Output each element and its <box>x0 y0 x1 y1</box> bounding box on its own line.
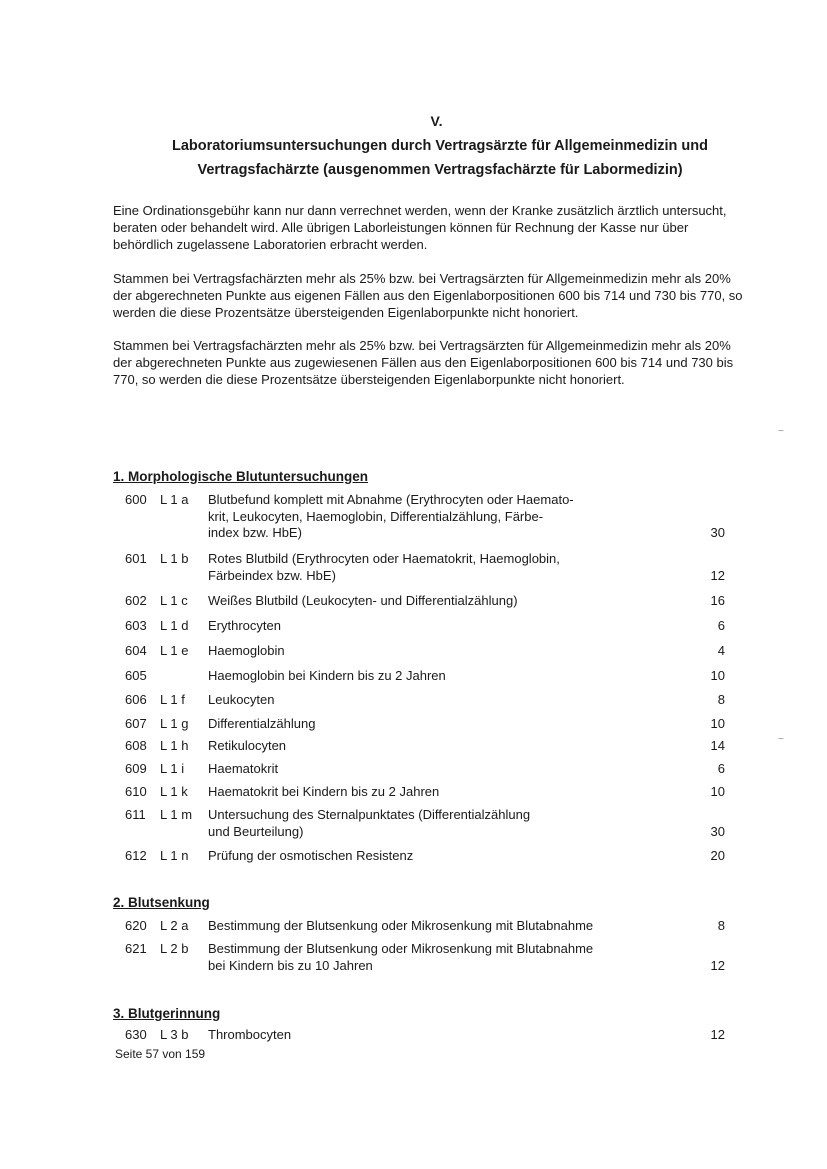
position-code: 612 <box>125 848 147 863</box>
section-title: 2. Blutsenkung <box>113 895 210 910</box>
position-code: 630 <box>125 1027 147 1042</box>
position-points: 12 <box>710 1027 725 1042</box>
position-subcode: L 1 k <box>160 784 188 799</box>
position-description: Haematokrit <box>208 761 279 776</box>
position-points: 8 <box>717 918 725 933</box>
position-subcode: L 1 i <box>160 761 185 776</box>
chapter-heading <box>110 134 770 182</box>
position-description: Haemoglobin <box>208 643 285 658</box>
position-subcode: L 1 f <box>160 692 185 707</box>
position-points: 30 <box>710 525 725 540</box>
position-points: 10 <box>710 716 725 731</box>
position-code: 602 <box>125 593 147 608</box>
position-points: 6 <box>717 618 725 633</box>
position-description: Haemoglobin bei Kindern bis zu 2 Jahren <box>208 668 446 683</box>
position-subcode: L 1 c <box>160 593 188 608</box>
position-points: 12 <box>710 957 725 973</box>
position-subcode: L 1 n <box>160 848 189 863</box>
position-points: 8 <box>717 692 725 707</box>
scan-mark: ~ <box>778 734 784 745</box>
position-subcode: L 2 b <box>160 941 189 956</box>
position-code: 610 <box>125 784 147 799</box>
position-description: Blutbefund komplett mit Abnahme (Erythrocyten oder Haemato- krit, Leukocyten, Haemoglobin, Differentialzählung, Färbe- index bzw. HbE) <box>208 492 574 540</box>
position-code: 611 <box>125 807 146 822</box>
position-subcode: L 1 m <box>160 807 193 822</box>
position-points: 10 <box>710 668 725 683</box>
position-code: 621 <box>125 941 147 956</box>
position-subcode: L 2 a <box>160 918 189 933</box>
position-subcode: L 1 h <box>160 738 189 753</box>
position-description: Weißes Blutbild (Leukocyten- und Differentialzählung) <box>208 593 518 608</box>
position-code: 620 <box>125 918 147 933</box>
section-title: 3. Blutgerinnung <box>113 1006 221 1021</box>
position-subcode: L 1 e <box>160 643 189 658</box>
position-description: Retikulocyten <box>208 738 287 753</box>
chapter-number: V. <box>430 113 443 129</box>
position-description: Prüfung der osmotischen Resistenz <box>208 848 414 863</box>
position-points: 10 <box>710 784 725 799</box>
position-code: 606 <box>125 692 147 707</box>
position-code: 607 <box>125 716 147 731</box>
position-description: Erythrocyten <box>208 618 281 633</box>
position-points: 12 <box>710 567 725 583</box>
position-subcode: L 1 b <box>160 551 189 566</box>
position-description: Leukocyten <box>208 692 275 707</box>
position-description: Thrombocyten <box>208 1027 292 1042</box>
position-code: 609 <box>125 761 147 776</box>
position-code: 603 <box>125 618 147 633</box>
position-description: Differentialzählung <box>208 716 316 731</box>
position-points: 30 <box>710 823 725 839</box>
position-code: 604 <box>125 643 147 658</box>
position-description: Rotes Blutbild (Erythrocyten oder Haematokrit, Haemoglobin, Färbeindex bzw. HbE) <box>208 551 560 583</box>
position-description: Bestimmung der Blutsenkung oder Mikrosenkung mit Blutabnahme <box>208 918 594 933</box>
position-code: 608 <box>125 738 147 753</box>
position-code: 605 <box>125 668 147 683</box>
position-subcode: L 3 b <box>160 1027 189 1042</box>
paragraph-eigene-faelle: Stammen bei Vertragsfachärzten mehr als 25% bzw. bei Vertragsärzten für Allgemeinmedizin mehr als 20% der abgerechneten Punkte aus eigenen Fällen aus den Eigenlaborpositionen 600 bis 714 und 730 bis 770, so werden die diese Prozentsätze übersteigenden Eigenlaborpunkte nicht honoriert. <box>113 271 743 320</box>
heading-line-2: Vertragsfachärzte (ausgenommen Vertragsfachärzte für Labormedizin) <box>197 162 683 178</box>
position-code: 600 <box>125 492 147 507</box>
position-points: 6 <box>717 761 725 776</box>
position-points: 14 <box>710 738 725 753</box>
position-code: 601 <box>125 551 147 566</box>
position-description: Bestimmung der Blutsenkung oder Mikrosenkung mit Blutabnahme bei Kindern bis zu 10 Jahren <box>208 941 594 973</box>
position-subcode: L 1 d <box>160 618 189 633</box>
position-points: 4 <box>717 643 725 658</box>
section-title: 1. Morphologische Blutuntersuchungen <box>113 469 369 484</box>
position-subcode: L 1 g <box>160 716 189 731</box>
position-description: Haematokrit bei Kindern bis zu 2 Jahren <box>208 784 440 799</box>
position-points: 20 <box>710 848 725 863</box>
heading-line-1: Laboratoriumsuntersuchungen durch Vertragsärzte für Allgemeinmedizin und <box>171 138 709 154</box>
position-subcode: L 1 a <box>160 492 189 507</box>
scan-mark: ~ <box>778 426 784 437</box>
position-points: 16 <box>710 593 725 608</box>
paragraph-ordination: Eine Ordinationsgebühr kann nur dann verrechnet werden, wenn der Kranke zusätzlich ärztlich untersucht, beraten oder behandelt wird. Alle übrigen Laborleistungen können für Rechnung der Kasse nur über behördlich zugelassene Laboratorien erbracht werden. <box>113 203 727 252</box>
paragraph-zugewiesene-faelle: Stammen bei Vertragsfachärzten mehr als 25% bzw. bei Vertragsärzten für Allgemeinmedizin mehr als 20% der abgerechneten Punkte aus zugewiesenen Fällen aus den Eigenlaborpositionen 600 bis 714 und 730 bis 770, so werden die diese Prozentsätze übersteigenden Eigenlaborpunkte nicht honoriert. <box>113 338 734 387</box>
position-description: Untersuchung des Sternalpunktates (Differentialzählung und Beurteilung) <box>208 807 531 839</box>
page-footer: Seite 57 von 159 <box>115 1047 206 1061</box>
